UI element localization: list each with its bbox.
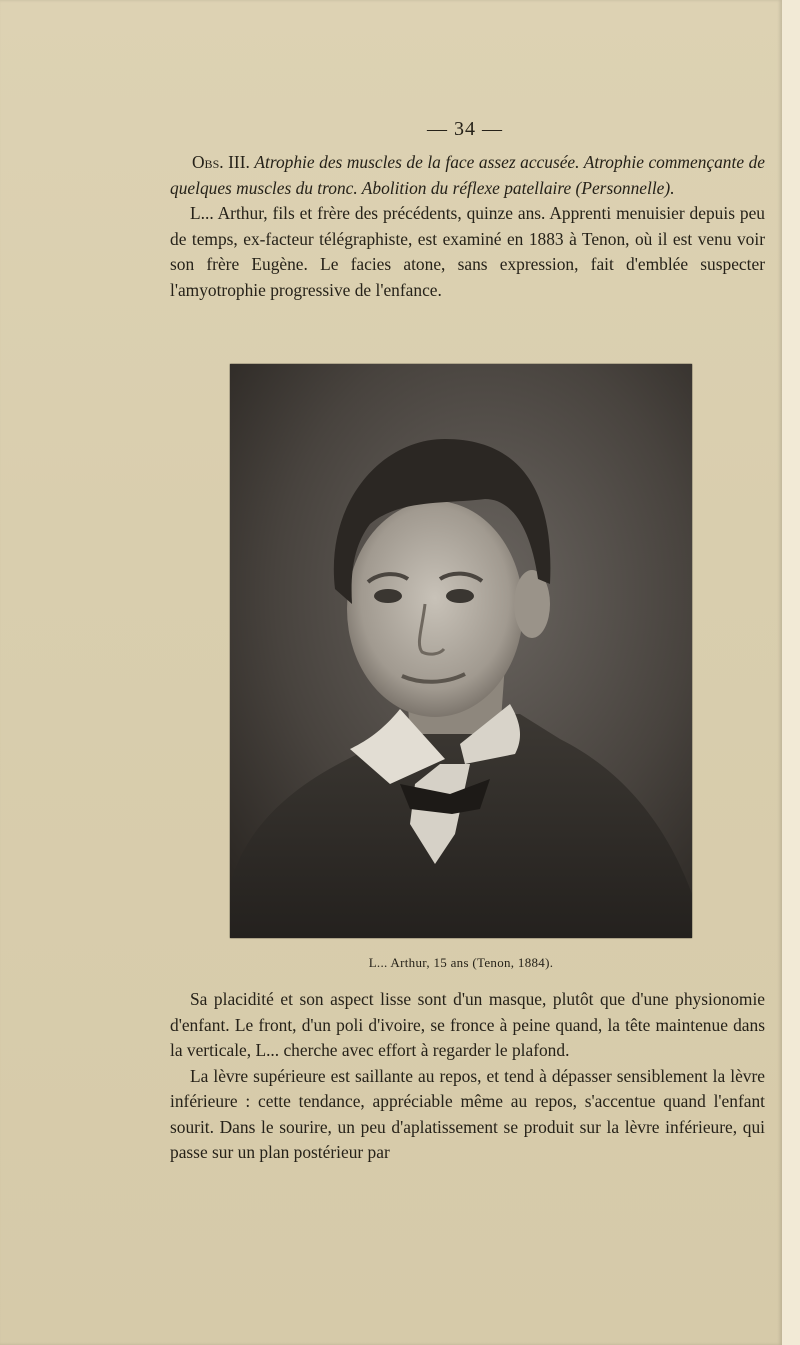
observation-heading (170, 150, 765, 201)
page-number: — 34 — (427, 118, 503, 140)
body-text (170, 987, 765, 1166)
observation-title: Atrophie des muscles de la face assez accusée. Atrophie commençante de quelques muscles du tronc. Abolition du réflexe patellaire (Personnelle). (170, 152, 765, 198)
observation-label: Obs. (192, 152, 224, 172)
observation-intro: L... Arthur, fils et frère des précédents, quinze ans. Apprenti menuisier depuis peu de temps, ex-facteur télégraphiste, est examiné en 1883 à Tenon, où il est venu voir son frère Eugène. Le facies atone, sans expression, fait d'emblée suspecter l'amyotrophie progressive de l'enfance. (170, 203, 765, 300)
body-paragraph: Sa placidité et son aspect lisse sont d'un masque, plutôt que d'une physionomie d'enfant. Le front, d'un poli d'ivoire, se fronce à peine quand, la tête maintenue dans la verticale, L... cherche avec effort à regarder le plafond. (170, 989, 765, 1060)
observation-number: III. (228, 152, 250, 172)
figure-caption: L... Arthur, 15 ans (Tenon, 1884). (368, 955, 554, 970)
body-paragraph: La lèvre supérieure est saillante au repos, et tend à dépasser sensiblement la lèvre inférieure : cette tendance, appréciable même au repos, s'accentue quand l'enfant sourit. Dans le sourire, un peu d'aplatissement se produit sur la lèvre inférieure, qui passe sur un plan postérieur par (170, 1065, 765, 1162)
page-edge (782, 0, 800, 1345)
portrait-photograph (230, 364, 692, 938)
observation-section (170, 150, 765, 303)
portrait-image (230, 364, 692, 938)
